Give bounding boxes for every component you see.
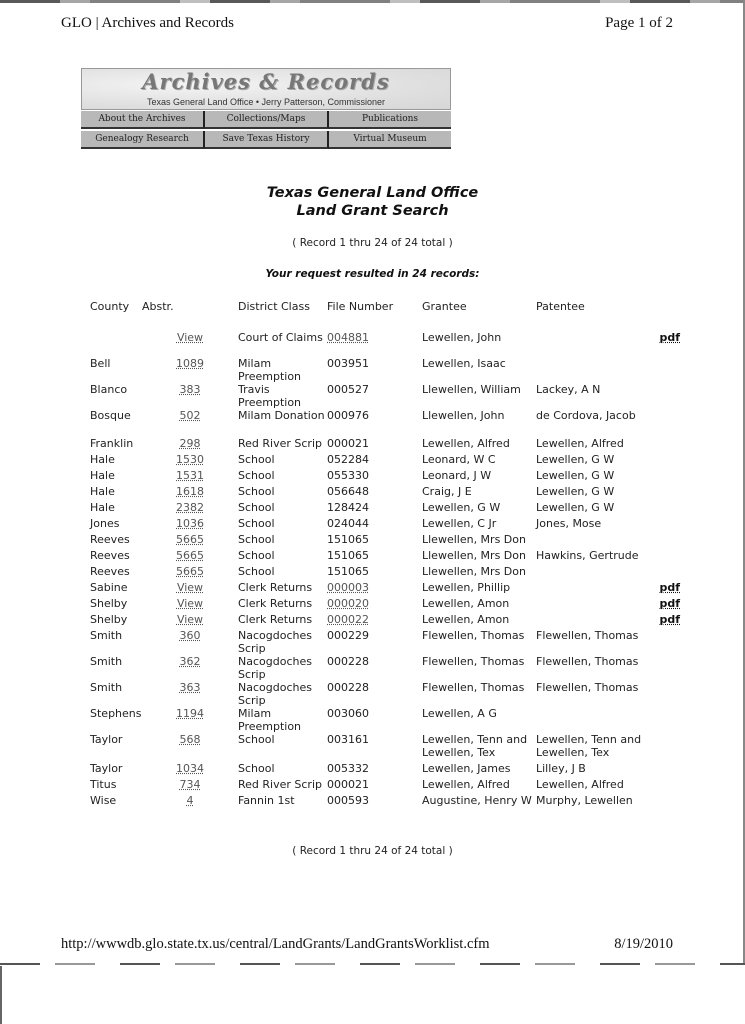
county-cell: Sabine <box>90 581 128 594</box>
scan-edge-bottom <box>0 963 745 965</box>
banner-nav <box>81 111 451 151</box>
print-footer-date: 8/19/2010 <box>614 936 673 952</box>
file-number-cell: 000021 <box>327 778 369 791</box>
county-cell: Bosque <box>90 409 131 422</box>
grantee-cell: Leonard, J W <box>422 469 492 482</box>
record-range-bottom: ( Record 1 thru 24 of 24 total ) <box>292 845 453 857</box>
file-number-cell: 000593 <box>327 794 369 807</box>
print-footer <box>61 936 673 956</box>
nav-genealogy-research[interactable]: Genealogy Research <box>81 131 205 149</box>
scan-edge-top <box>0 0 745 3</box>
file-number-cell: 000228 <box>327 655 369 668</box>
file-number-link[interactable]: 000003 <box>327 581 369 594</box>
abstract-link[interactable]: 568 <box>179 733 201 746</box>
county-cell: Hale <box>90 469 115 482</box>
grantee-cell: Lewellen, G W <box>422 501 501 514</box>
grantee-cell: Llewellen, John <box>422 409 505 422</box>
file-number-cell: 000976 <box>327 409 369 422</box>
county-cell: Blanco <box>90 383 128 396</box>
patentee-cell: Hawkins, Gertrude <box>536 549 639 562</box>
patentee-cell: Lackey, A N <box>536 383 601 396</box>
patentee-cell: Lewellen, Alfred <box>536 437 624 450</box>
district-class-cell: Red River Scrip <box>238 778 322 791</box>
nav-save-texas-history[interactable]: Save Texas History <box>205 131 329 149</box>
grantee-cell: Llewellen, Mrs Don <box>422 533 526 546</box>
district-class-cell: Clerk Returns <box>238 597 313 610</box>
county-cell: Bell <box>90 357 111 370</box>
county-cell: Hale <box>90 485 115 498</box>
grantee-cell: Llewellen, Mrs Don <box>422 549 526 562</box>
district-class-cell: School <box>238 453 275 466</box>
abstract-link[interactable]: 4 <box>186 794 194 807</box>
patentee-cell: Flewellen, Thomas <box>536 655 639 668</box>
pdf-link[interactable]: pdf <box>659 597 680 610</box>
grantee-cell: Lewellen, John <box>422 331 502 344</box>
nav-about-the-archives[interactable]: About the Archives <box>81 111 205 129</box>
district-class-cell: School <box>238 733 275 746</box>
county-cell: Reeves <box>90 533 130 546</box>
district-class-cell: Fannin 1st <box>238 794 295 807</box>
file-number-link[interactable]: 000020 <box>327 597 369 610</box>
col-grantee: Grantee <box>422 300 467 313</box>
abstract-link[interactable]: 5665 <box>176 549 204 562</box>
file-number-cell: 000527 <box>327 383 369 396</box>
scan-edge-left <box>0 966 2 1024</box>
file-number-cell: 055330 <box>327 469 369 482</box>
file-number-cell: 005332 <box>327 762 369 775</box>
district-class-cell: School <box>238 469 275 482</box>
grantee-cell: Llewellen, William <box>422 383 521 396</box>
district-class-cell: School <box>238 762 275 775</box>
abstract-link[interactable]: 362 <box>179 655 201 668</box>
pdf-link[interactable]: pdf <box>659 613 680 626</box>
district-class-cell: Court of Claims <box>238 331 323 344</box>
patentee-cell: Jones, Mose <box>536 517 602 530</box>
district-class-cell: Red River Scrip <box>238 437 322 450</box>
page-title-line-1: Texas General Land Office <box>266 185 479 201</box>
col-file-number: File Number <box>327 300 394 313</box>
abstract-link[interactable]: 5665 <box>176 533 204 546</box>
patentee-cell: Lewellen, Alfred <box>536 778 624 791</box>
file-number-cell: 151065 <box>327 565 369 578</box>
file-number-cell: 151065 <box>327 549 369 562</box>
abstract-link[interactable]: 360 <box>179 629 201 642</box>
patentee-cell: Lewellen, G W <box>536 469 615 482</box>
grantee-cell: Flewellen, Thomas <box>422 655 525 668</box>
abstract-link[interactable]: 383 <box>179 383 201 396</box>
county-cell: Wise <box>90 794 117 807</box>
page-title <box>0 184 745 220</box>
nav-publications[interactable]: Publications <box>329 111 451 129</box>
district-class-cell: Clerk Returns <box>238 613 313 626</box>
grantee-cell: Lewellen, A G <box>422 707 497 720</box>
patentee-cell: Lewellen, G W <box>536 501 615 514</box>
district-class-cell: Milam Preemption <box>238 707 302 733</box>
grantee-cell: Flewellen, Thomas <box>422 681 525 694</box>
patentee-cell: Flewellen, Thomas <box>536 629 639 642</box>
banner-subtitle: Texas General Land Office • Jerry Patterson, Commissioner <box>146 97 386 107</box>
district-class-cell: Nacogdoches Scrip <box>238 681 312 707</box>
county-cell: Hale <box>90 501 115 514</box>
file-number-cell: 024044 <box>327 517 369 530</box>
file-number-link[interactable]: 000022 <box>327 613 369 626</box>
nav-virtual-museum[interactable]: Virtual Museum <box>329 131 451 149</box>
abstract-link[interactable]: 1531 <box>176 469 204 482</box>
grantee-cell: Leonard, W C <box>422 453 496 466</box>
grantee-cell: Lewellen, Alfred <box>422 437 510 450</box>
file-number-cell: 151065 <box>327 533 369 546</box>
patentee-cell: Murphy, Lewellen <box>536 794 633 807</box>
abstract-link[interactable]: 1618 <box>176 485 204 498</box>
grantee-cell: Flewellen, Thomas <box>422 629 525 642</box>
print-header-title: GLO | Archives and Records <box>61 15 234 31</box>
grantee-cell: Augustine, Henry W <box>422 794 532 807</box>
grantee-cell: Lewellen, Alfred <box>422 778 510 791</box>
abstract-view-link[interactable]: View <box>176 597 204 610</box>
col-county: County <box>90 300 130 313</box>
county-cell: Titus <box>90 778 117 791</box>
county-cell: Reeves <box>90 565 130 578</box>
district-class-cell: Clerk Returns <box>238 581 313 594</box>
patentee-cell: de Cordova, Jacob <box>536 409 636 422</box>
file-number-cell: 052284 <box>327 453 369 466</box>
print-header-page: Page 1 of 2 <box>605 15 673 31</box>
abstract-link[interactable]: 1036 <box>176 517 204 530</box>
grantee-cell: Lewellen, Tenn and Lewellen, Tex <box>422 733 528 759</box>
district-class-cell: School <box>238 485 275 498</box>
abstract-link[interactable]: 1194 <box>176 707 204 720</box>
print-footer-url: http://wwwdb.glo.state.tx.us/central/LandGrants/LandGrantsWorklist.cfm <box>61 936 490 952</box>
abstract-link[interactable]: 298 <box>179 437 201 450</box>
county-cell: Taylor <box>90 733 123 746</box>
grantee-cell: Lewellen, James <box>422 762 511 775</box>
patentee-cell: Lewellen, G W <box>536 453 615 466</box>
nav-row-1 <box>81 111 451 129</box>
file-number-cell: 003060 <box>327 707 369 720</box>
county-cell: Reeves <box>90 549 130 562</box>
county-cell: Smith <box>90 655 123 668</box>
county-cell: Hale <box>90 453 115 466</box>
district-class-cell: Nacogdoches Scrip <box>238 629 312 655</box>
abstract-link[interactable]: 363 <box>179 681 201 694</box>
file-number-cell: 000229 <box>327 629 369 642</box>
patentee-cell: Lilley, J B <box>536 762 586 775</box>
county-cell: Shelby <box>90 597 128 610</box>
banner-logo-area[interactable] <box>81 68 451 110</box>
nav-row-2 <box>81 131 451 149</box>
abstract-view-link[interactable]: View <box>176 581 204 594</box>
county-cell: Stephens <box>90 707 142 720</box>
abstract-link[interactable]: 1089 <box>176 357 204 370</box>
file-number-link[interactable]: 004881 <box>327 331 369 344</box>
county-cell: Franklin <box>90 437 134 450</box>
grantee-cell: Lewellen, Amon <box>422 613 510 626</box>
result-message: Your request resulted in 24 records: <box>265 268 480 280</box>
grantee-cell: Craig, J E <box>422 485 472 498</box>
file-number-cell: 056648 <box>327 485 369 498</box>
county-cell: Taylor <box>90 762 123 775</box>
pdf-link[interactable]: pdf <box>659 331 680 344</box>
abstract-link[interactable]: 1530 <box>176 453 204 466</box>
abstract-link[interactable]: 2382 <box>176 501 204 514</box>
abstract-link[interactable]: 502 <box>179 409 201 422</box>
district-class-cell: School <box>238 501 275 514</box>
district-class-cell: Milam Donation <box>238 409 325 422</box>
col-abstr: Abstr. <box>142 300 174 313</box>
nav-collections-maps[interactable]: Collections/Maps <box>205 111 329 129</box>
patentee-cell: Lewellen, G W <box>536 485 615 498</box>
print-header <box>61 15 673 37</box>
district-class-cell: School <box>238 565 275 578</box>
file-number-cell: 000021 <box>327 437 369 450</box>
district-class-cell: School <box>238 517 275 530</box>
grantee-cell: Llewellen, Mrs Don <box>422 565 526 578</box>
record-range-top: ( Record 1 thru 24 of 24 total ) <box>292 237 453 249</box>
grantee-cell: Lewellen, Amon <box>422 597 510 610</box>
file-number-cell: 000228 <box>327 681 369 694</box>
grantee-cell: Lewellen, Phillip <box>422 581 511 594</box>
county-cell: Smith <box>90 629 123 642</box>
abstract-view-link[interactable]: View <box>176 331 204 344</box>
district-class-cell: School <box>238 533 275 546</box>
abstract-link[interactable]: 5665 <box>176 565 204 578</box>
col-patentee: Patentee <box>536 300 585 313</box>
file-number-cell: 128424 <box>327 501 369 514</box>
district-class-cell: Nacogdoches Scrip <box>238 655 312 681</box>
district-class-cell: Milam Preemption <box>238 357 302 383</box>
district-class-cell: School <box>238 549 275 562</box>
file-number-cell: 003161 <box>327 733 369 746</box>
site-banner <box>81 68 451 149</box>
county-cell: Shelby <box>90 613 128 626</box>
archives-records-logo: Archives & Records <box>142 69 390 94</box>
county-cell: Smith <box>90 681 123 694</box>
page-title-line-2: Land Grant Search <box>296 203 449 219</box>
file-number-cell: 003951 <box>327 357 369 370</box>
col-district-class: District Class <box>238 300 310 313</box>
district-class-cell: Travis Preemption <box>238 383 302 409</box>
grantee-cell: Lewellen, Isaac <box>422 357 506 370</box>
patentee-cell: Flewellen, Thomas <box>536 681 639 694</box>
abstract-link[interactable]: 734 <box>179 778 201 791</box>
abstract-link[interactable]: 1034 <box>176 762 204 775</box>
patentee-cell: Lewellen, Tenn and Lewellen, Tex <box>536 733 642 759</box>
county-cell: Jones <box>90 517 120 530</box>
grantee-cell: Lewellen, C Jr <box>422 517 497 530</box>
abstract-view-link[interactable]: View <box>176 613 204 626</box>
pdf-link[interactable]: pdf <box>659 581 680 594</box>
